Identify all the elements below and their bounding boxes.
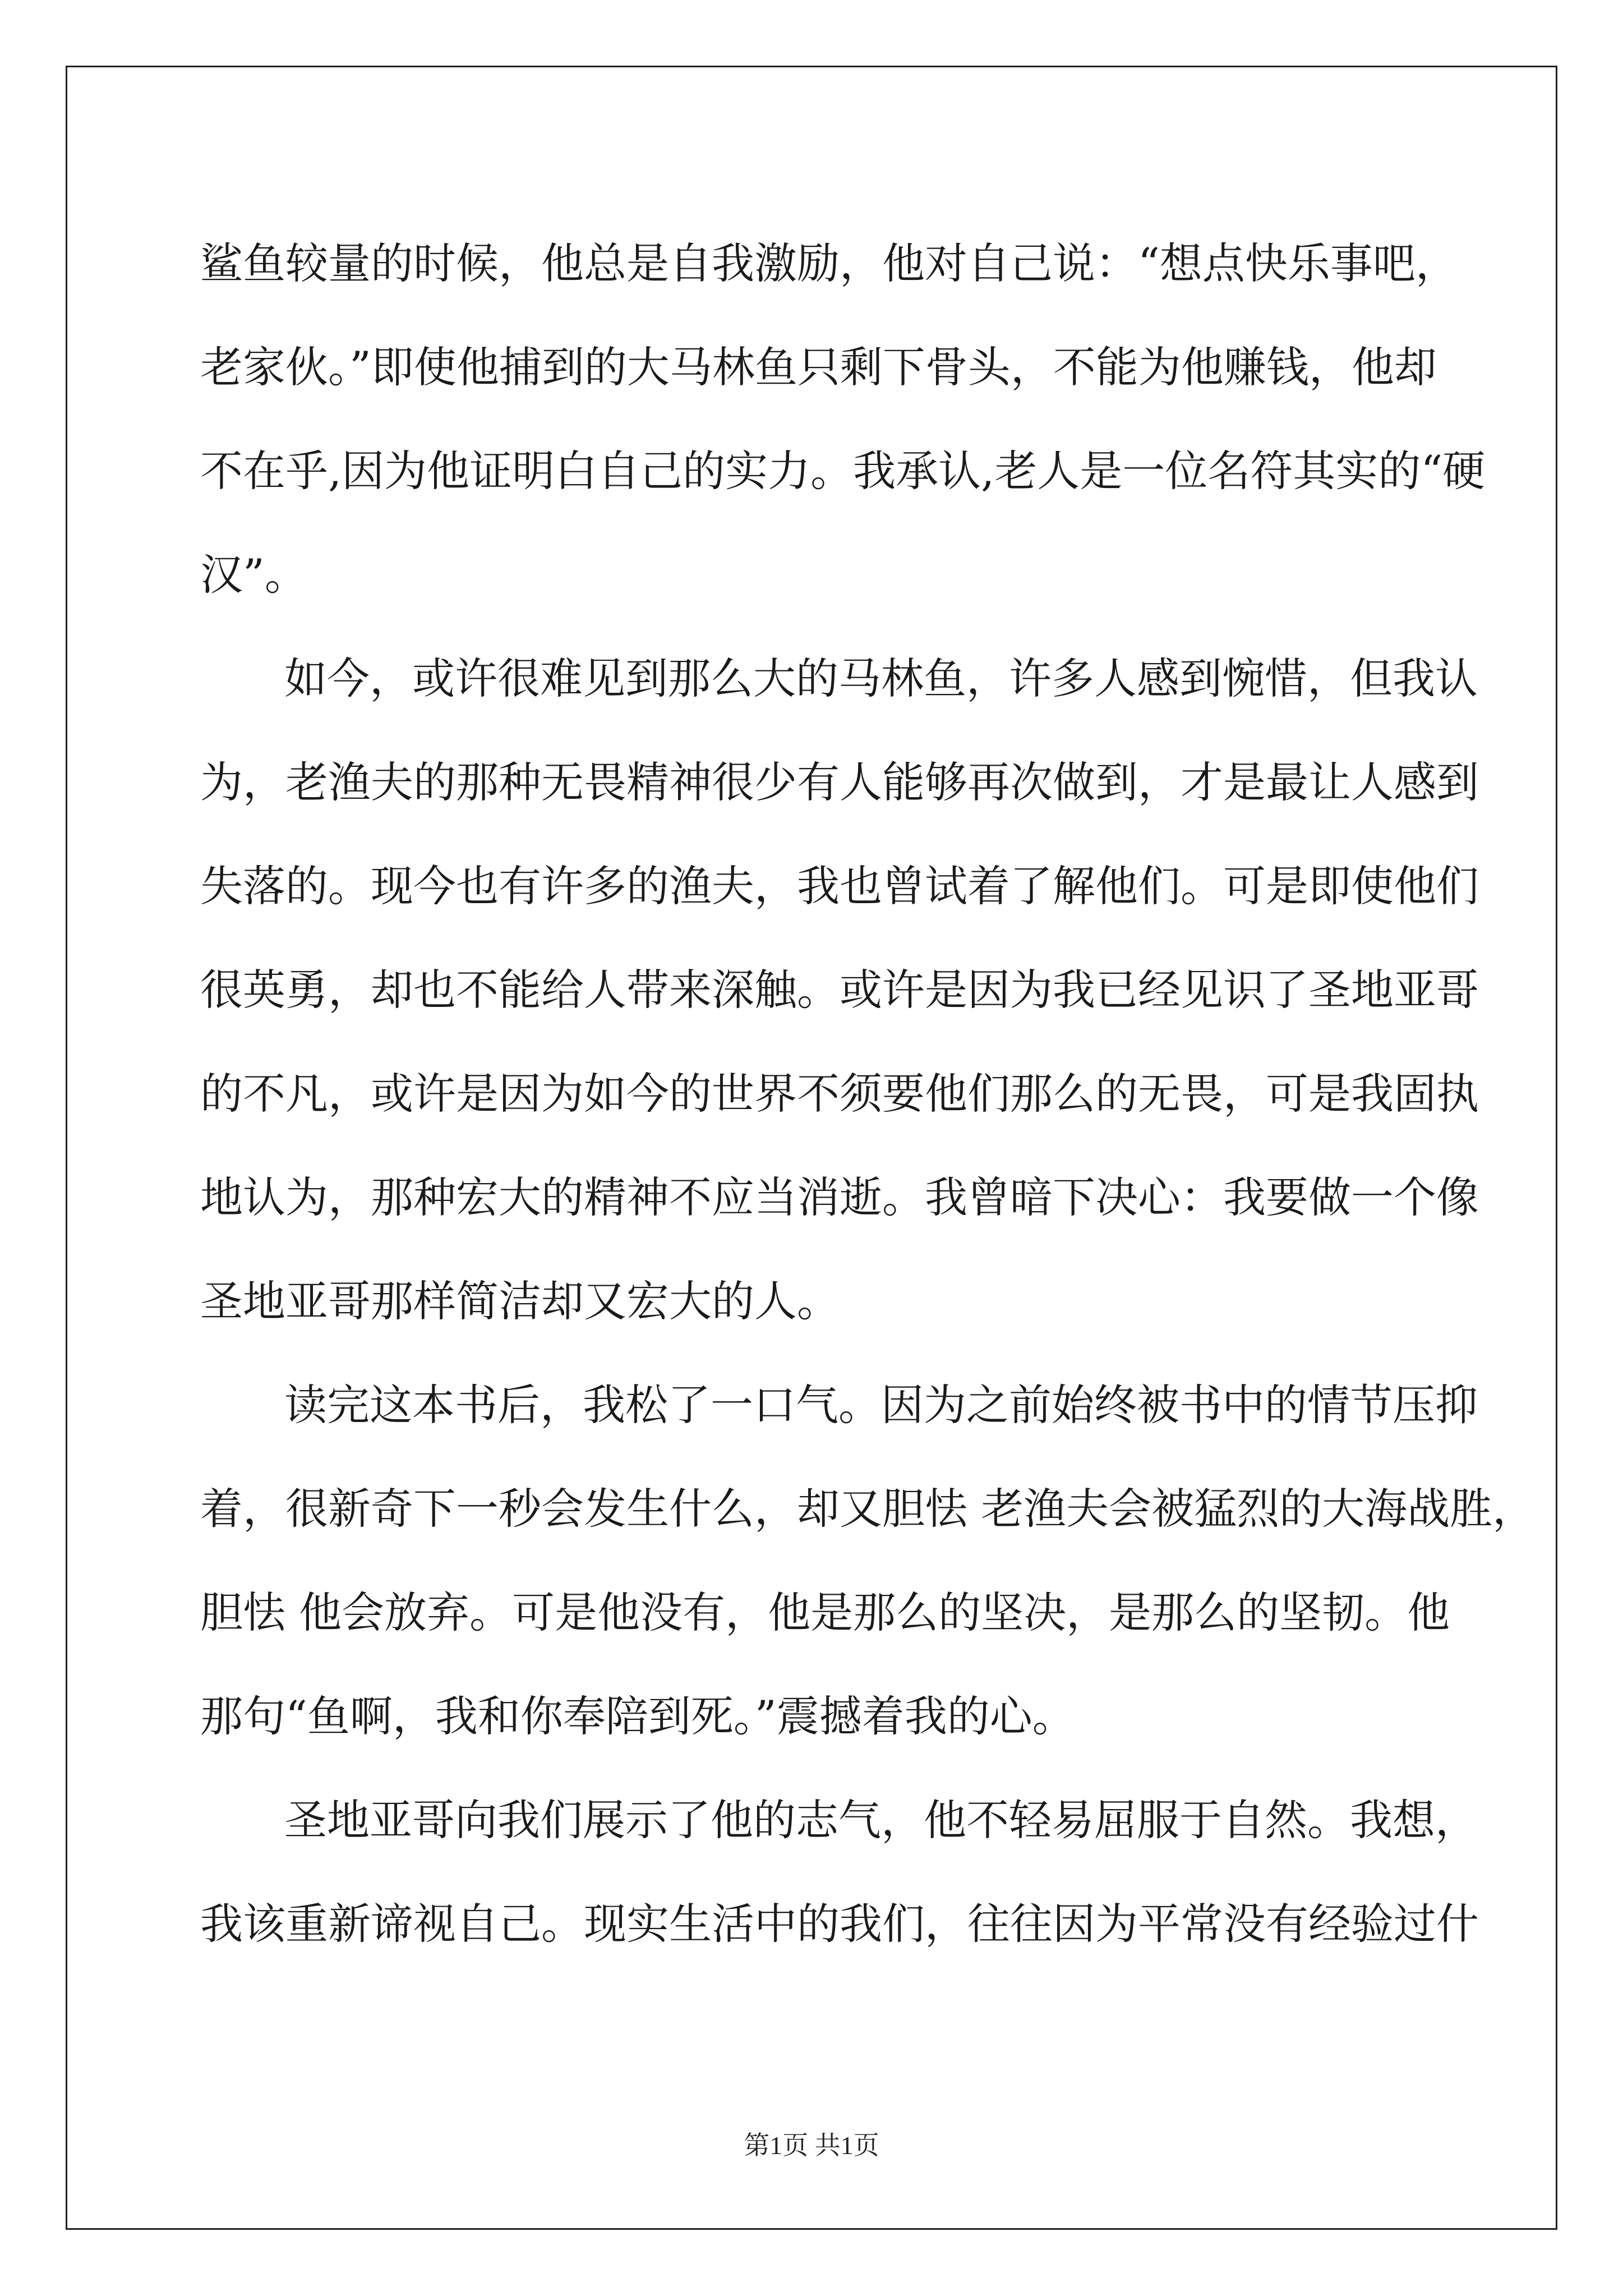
document-body bbox=[200, 211, 1536, 1976]
page-number-footer: 第1页 共1页 bbox=[744, 2131, 879, 2160]
text-line: 着，很新奇下一秒会发生什么，却又胆怯 老渔夫会被猛烈的大海战胜， bbox=[200, 1484, 1536, 1534]
text-line: 很英勇，却也不能给人带来深触。或许是因为我已经见识了圣地亚哥 bbox=[200, 965, 1479, 1015]
text-line: 失落的。现今也有许多的渔夫，我也曾试着了解他们。可是即使他们 bbox=[200, 861, 1479, 911]
text-line: 地认为，那种宏大的精神不应当消逝。我曾暗下决心：我要做一个像 bbox=[200, 1172, 1479, 1222]
text-line: 读完这本书后，我松了一口气。因为之前始终被书中的情节压抑 bbox=[284, 1380, 1478, 1430]
paragraph bbox=[200, 1768, 1479, 1976]
text-line: 为，老渔夫的那种无畏精神很少有人能够再次做到，才是最让人感到 bbox=[200, 757, 1479, 807]
text-line: 胆怯 他会放弃。可是他没有，他是那么的坚决，是那么的坚韧。他 bbox=[200, 1588, 1450, 1637]
text-line: 那句“鱼啊，我和你奉陪到死。”震撼着我的心。 bbox=[200, 1691, 1075, 1741]
text-line: 老家伙。”即使他捕到的大马林鱼只剩下骨头，不能为他赚钱，他却 bbox=[200, 342, 1437, 392]
text-line: 的不凡，或许是因为如今的世界不须要他们那么的无畏，可是我固执 bbox=[200, 1069, 1479, 1119]
text-line: 汉”。 bbox=[200, 550, 307, 600]
paragraph bbox=[200, 1353, 1536, 1768]
paragraph bbox=[200, 627, 1479, 1353]
text-line: 圣地亚哥那样简洁却又宏大的人。 bbox=[200, 1276, 840, 1326]
text-line: 我该重新谛视自己。现实生活中的我们，往往因为平常没有经验过什 bbox=[200, 1899, 1479, 1949]
text-line: 鲨鱼较量的时候，他总是自我激励，他对自己说：“想点快乐事吧， bbox=[200, 238, 1458, 288]
text-line: 如今，或许很难见到那么大的马林鱼，许多人感到惋惜，但我认 bbox=[284, 654, 1478, 703]
text-line: 圣地亚哥向我们展示了他的志气，他不轻易屈服于自然。我想， bbox=[284, 1795, 1478, 1845]
paragraph bbox=[200, 211, 1486, 627]
text-line: 不在乎,因为他证明白自己的实力。我承认,老人是一位名符其实的“硬 bbox=[200, 446, 1486, 496]
